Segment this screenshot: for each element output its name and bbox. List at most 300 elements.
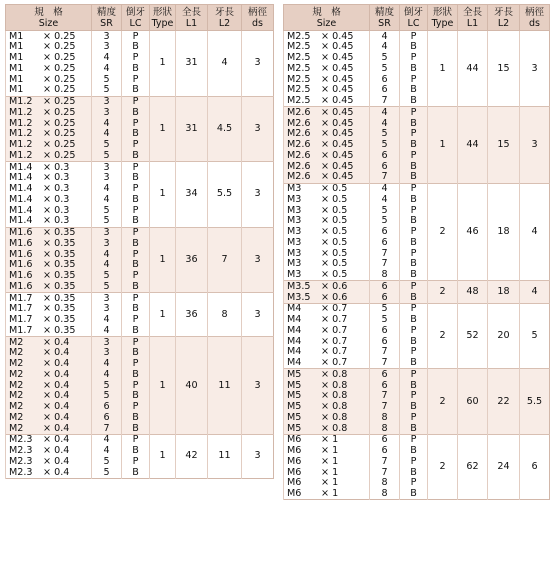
type-cell: 2 (428, 434, 458, 500)
lc-cell: B (400, 194, 428, 205)
size-cell (6, 434, 92, 445)
sr-cell: 5 (370, 205, 400, 216)
lc-cell: B (122, 173, 150, 184)
size-thread: M2 (9, 336, 24, 348)
size-pitch: × 0.45 (321, 139, 354, 151)
sr-cell: 8 (370, 412, 400, 423)
size-pitch: × 0.25 (43, 96, 76, 108)
size-pitch: × 0.3 (43, 161, 70, 173)
type-cell: 2 (428, 281, 458, 304)
sr-cell: 6 (370, 380, 400, 391)
size-thread: M4 (287, 357, 302, 369)
size-pitch: × 1 (321, 445, 339, 457)
lc-cell: B (400, 270, 428, 281)
l1-cell: 36 (176, 227, 208, 293)
ds-cell: 3 (242, 434, 274, 478)
sr-cell: 5 (370, 129, 400, 140)
size-thread: M1.4 (9, 194, 33, 205)
sr-cell: 5 (92, 205, 122, 216)
lc-cell: B (122, 304, 150, 315)
size-pitch: × 0.35 (43, 292, 76, 304)
size-cell (6, 467, 92, 478)
sr-cell: 4 (92, 260, 122, 271)
size-pitch: × 0.25 (43, 41, 76, 53)
size-thread: M1.4 (9, 161, 33, 173)
size-thread: M4 (287, 314, 302, 326)
size-pitch: × 0.35 (43, 281, 76, 292)
header-lc: 倒牙 LC (400, 5, 428, 31)
l1-cell: 52 (458, 303, 488, 369)
left-table-body (6, 31, 274, 479)
lc-cell: B (400, 446, 428, 457)
lc-cell: B (400, 85, 428, 96)
size-thread: M5 (287, 368, 302, 380)
size-pitch: × 0.5 (321, 248, 348, 259)
lc-cell: P (400, 281, 428, 292)
size-pitch: × 0.6 (321, 292, 348, 303)
lc-cell: P (400, 107, 428, 118)
header-l2: 牙長 L2 (488, 5, 520, 31)
l1-cell: 62 (458, 434, 488, 500)
right-table-body (284, 31, 550, 500)
ds-cell: 3 (520, 31, 550, 107)
lc-cell: B (400, 402, 428, 413)
size-cell (284, 140, 370, 151)
lc-cell: B (400, 96, 428, 107)
size-pitch: × 0.25 (43, 118, 76, 129)
size-cell (284, 205, 370, 216)
lc-cell: P (122, 184, 150, 195)
size-pitch: × 0.4 (43, 380, 70, 391)
header-ds: 柄徑 ds (520, 5, 550, 31)
sr-cell: 8 (370, 489, 400, 500)
sr-cell: 6 (370, 336, 400, 347)
type-cell: 1 (150, 227, 176, 293)
lc-cell: P (400, 53, 428, 64)
size-thread: M1.2 (9, 118, 33, 129)
table-row (6, 337, 274, 348)
size-cell (6, 85, 92, 96)
sr-cell: 6 (370, 434, 400, 445)
table-row (284, 31, 550, 42)
size-thread: M2.3 (9, 467, 33, 478)
l2-cell: 20 (488, 303, 520, 369)
size-cell (284, 281, 370, 292)
header-l1: 全長 L1 (458, 5, 488, 31)
header-type: 形狀 Type (428, 5, 458, 31)
table-row (284, 183, 550, 194)
type-cell: 1 (428, 31, 458, 107)
lc-cell: B (400, 467, 428, 478)
ds-cell: 5 (520, 303, 550, 369)
table-row (284, 281, 550, 292)
l2-cell: 11 (208, 434, 242, 478)
size-thread: M1 (9, 30, 24, 42)
size-thread: M3.5 (287, 292, 311, 303)
size-thread: M2 (9, 380, 24, 391)
size-pitch: × 0.8 (321, 412, 348, 423)
lc-cell: B (122, 391, 150, 402)
type-cell: 2 (428, 369, 458, 435)
size-cell (6, 184, 92, 195)
size-thread: M1.6 (9, 259, 33, 271)
lc-cell: B (122, 467, 150, 478)
size-thread: M6 (287, 456, 302, 467)
size-thread: M4 (287, 303, 302, 315)
size-pitch: × 0.35 (43, 314, 76, 326)
size-thread: M3 (287, 258, 302, 270)
size-pitch: × 0.8 (321, 423, 348, 434)
size-pitch: × 1 (321, 434, 339, 446)
size-pitch: × 0.4 (43, 369, 70, 380)
size-thread: M1.4 (9, 205, 33, 216)
size-pitch: × 0.35 (43, 227, 76, 239)
size-pitch: × 0.25 (43, 128, 76, 140)
size-thread: M1 (9, 84, 24, 96)
sr-cell: 5 (92, 271, 122, 282)
size-thread: M2.5 (287, 52, 311, 64)
size-pitch: × 0.5 (321, 183, 348, 195)
header-type: 形狀 Type (150, 5, 176, 31)
size-cell (284, 259, 370, 270)
lc-cell: P (122, 249, 150, 260)
size-pitch: × 0.45 (321, 41, 354, 53)
lc-cell: P (122, 315, 150, 326)
ds-cell: 4 (520, 281, 550, 304)
size-pitch: × 0.45 (321, 171, 354, 183)
sr-cell: 5 (370, 63, 400, 74)
ds-cell: 6 (520, 434, 550, 500)
size-pitch: × 0.4 (43, 412, 70, 423)
sr-cell: 5 (92, 380, 122, 391)
table-row (6, 96, 274, 107)
sr-cell: 6 (370, 85, 400, 96)
sr-cell: 6 (370, 237, 400, 248)
sr-cell: 7 (370, 96, 400, 107)
size-thread: M2.6 (287, 171, 311, 183)
type-cell: 2 (428, 303, 458, 369)
size-pitch: × 0.35 (43, 249, 76, 260)
lc-cell: B (400, 161, 428, 172)
size-thread: M6 (287, 445, 302, 457)
sr-cell: 5 (92, 391, 122, 402)
size-pitch: × 0.5 (321, 194, 348, 205)
size-cell (284, 402, 370, 413)
size-cell (6, 129, 92, 140)
size-pitch: × 0.25 (43, 63, 76, 74)
sr-cell: 5 (370, 315, 400, 326)
size-cell (284, 489, 370, 500)
lc-cell: B (400, 259, 428, 270)
size-pitch: × 0.4 (43, 390, 70, 402)
size-pitch: × 0.3 (43, 205, 70, 216)
ds-cell: 3 (242, 227, 274, 293)
size-cell (6, 53, 92, 64)
size-thread: M2.3 (9, 456, 33, 467)
size-pitch: × 0.8 (321, 380, 348, 391)
size-thread: M1.6 (9, 238, 33, 249)
lc-cell: B (400, 358, 428, 369)
size-thread: M6 (287, 477, 302, 489)
size-cell (6, 304, 92, 315)
l2-cell: 8 (208, 293, 242, 337)
size-thread: M2 (9, 423, 24, 434)
size-thread: M3.5 (287, 280, 311, 292)
size-pitch: × 0.25 (43, 52, 76, 64)
ds-cell: 3 (242, 293, 274, 337)
size-pitch: × 1 (321, 488, 339, 500)
size-thread: M3 (287, 194, 302, 205)
size-thread: M4 (287, 336, 302, 347)
lc-cell: B (122, 412, 150, 423)
sr-cell: 4 (92, 118, 122, 129)
ds-cell: 3 (242, 337, 274, 435)
size-pitch: × 0.25 (43, 30, 76, 42)
size-cell (284, 369, 370, 380)
size-cell (6, 423, 92, 434)
lc-cell: B (400, 172, 428, 183)
size-cell (6, 227, 92, 238)
size-cell (284, 315, 370, 326)
size-cell (284, 380, 370, 391)
size-thread: M2 (9, 347, 24, 359)
size-thread: M1.4 (9, 183, 33, 195)
sr-cell: 3 (92, 107, 122, 118)
l1-cell: 44 (458, 107, 488, 183)
lc-cell: P (122, 96, 150, 107)
lc-cell: B (400, 216, 428, 227)
size-cell (284, 31, 370, 42)
size-thread: M3 (287, 237, 302, 248)
size-pitch: × 0.35 (43, 259, 76, 271)
size-pitch: × 0.35 (43, 238, 76, 249)
sr-cell: 3 (92, 162, 122, 173)
sr-cell: 4 (92, 184, 122, 195)
size-thread: M5 (287, 423, 302, 434)
size-pitch: × 0.7 (321, 336, 348, 347)
lc-cell: P (122, 402, 150, 413)
size-pitch: × 1 (321, 477, 339, 489)
lc-cell: P (122, 293, 150, 304)
lc-cell: B (122, 85, 150, 96)
size-thread: M6 (287, 467, 302, 478)
lc-cell: P (122, 271, 150, 282)
size-cell (284, 150, 370, 161)
lc-cell: P (400, 303, 428, 314)
size-thread: M5 (287, 401, 302, 413)
size-cell (284, 227, 370, 238)
lc-cell: P (400, 325, 428, 336)
sr-cell: 5 (92, 85, 122, 96)
sr-cell: 4 (370, 118, 400, 129)
size-pitch: × 0.3 (43, 194, 70, 205)
size-cell (284, 194, 370, 205)
size-pitch: × 0.25 (43, 107, 76, 118)
size-thread: M2.5 (287, 95, 311, 107)
sr-cell: 5 (370, 140, 400, 151)
lc-cell: B (400, 423, 428, 434)
l2-cell: 7 (208, 227, 242, 293)
sr-cell: 3 (92, 173, 122, 184)
l1-cell: 60 (458, 369, 488, 435)
size-thread: M2.5 (287, 74, 311, 85)
size-thread: M5 (287, 412, 302, 423)
lc-cell: B (122, 446, 150, 457)
size-thread: M1.7 (9, 292, 33, 304)
size-pitch: × 0.3 (43, 172, 70, 184)
lc-cell: P (400, 31, 428, 42)
size-thread: M4 (287, 346, 302, 358)
table-row (284, 369, 550, 380)
size-pitch: × 0.25 (43, 150, 76, 161)
size-pitch: × 0.45 (321, 63, 354, 74)
lc-cell: P (122, 53, 150, 64)
size-pitch: × 0.5 (321, 215, 348, 227)
table-row (6, 227, 274, 238)
ds-cell: 3 (520, 107, 550, 183)
sr-cell: 4 (92, 446, 122, 457)
lc-cell: B (122, 260, 150, 271)
l2-cell: 5.5 (208, 162, 242, 228)
size-thread: M3 (287, 269, 302, 281)
size-thread: M1.2 (9, 139, 33, 151)
sr-cell: 3 (92, 238, 122, 249)
size-pitch: × 1 (321, 467, 339, 478)
size-pitch: × 0.4 (43, 456, 70, 467)
lc-cell: P (400, 205, 428, 216)
sr-cell: 3 (92, 96, 122, 107)
size-cell (284, 216, 370, 227)
l2-cell: 4 (208, 31, 242, 97)
size-thread: M1.7 (9, 325, 33, 336)
size-cell (6, 173, 92, 184)
size-pitch: × 0.35 (43, 325, 76, 336)
left-spec-table (5, 4, 274, 479)
size-thread: M2 (9, 401, 24, 413)
header-sr: 精度 SR (92, 5, 122, 31)
size-pitch: × 0.7 (321, 303, 348, 315)
size-cell (284, 303, 370, 314)
size-pitch: × 0.45 (321, 118, 354, 129)
type-cell: 1 (428, 107, 458, 183)
size-thread: M6 (287, 434, 302, 446)
type-cell: 1 (150, 293, 176, 337)
size-thread: M2.5 (287, 84, 311, 96)
size-thread: M2 (9, 412, 24, 423)
header-lc: 倒牙 LC (122, 5, 150, 31)
lc-cell: P (122, 31, 150, 42)
type-cell: 1 (150, 162, 176, 228)
table-row (6, 293, 274, 304)
size-pitch: × 0.5 (321, 205, 348, 216)
lc-cell: P (400, 248, 428, 259)
lc-cell: P (400, 434, 428, 445)
size-thread: M2.5 (287, 41, 311, 53)
size-thread: M1.6 (9, 249, 33, 260)
sr-cell: 7 (370, 358, 400, 369)
size-thread: M2.6 (287, 128, 311, 140)
size-thread: M3 (287, 215, 302, 227)
sr-cell: 4 (370, 183, 400, 194)
size-cell (6, 238, 92, 249)
size-cell (284, 53, 370, 64)
size-thread: M1.2 (9, 96, 33, 108)
sr-cell: 6 (370, 161, 400, 172)
lc-cell: B (400, 118, 428, 129)
size-thread: M1.2 (9, 150, 33, 161)
size-cell (6, 107, 92, 118)
sr-cell: 4 (92, 194, 122, 205)
size-cell (6, 456, 92, 467)
l1-cell: 48 (458, 281, 488, 304)
size-cell (6, 74, 92, 85)
size-pitch: × 0.7 (321, 325, 348, 336)
size-pitch: × 0.4 (43, 467, 70, 478)
size-cell (284, 347, 370, 358)
size-pitch: × 0.5 (321, 226, 348, 238)
lc-cell: P (122, 162, 150, 173)
size-cell (6, 412, 92, 423)
size-pitch: × 0.4 (43, 336, 70, 348)
size-cell (6, 325, 92, 336)
l2-cell: 4.5 (208, 96, 242, 162)
header-row (6, 5, 274, 31)
type-cell: 1 (150, 434, 176, 478)
size-thread: M2.6 (287, 161, 311, 172)
lc-cell: B (400, 315, 428, 326)
size-cell (284, 172, 370, 183)
size-cell (6, 194, 92, 205)
sr-cell: 6 (370, 74, 400, 85)
sr-cell: 3 (92, 31, 122, 42)
header-size: 規 格 Size (284, 5, 370, 31)
size-pitch: × 0.45 (321, 161, 354, 172)
size-cell (284, 336, 370, 347)
size-pitch: × 0.25 (43, 74, 76, 85)
sr-cell: 3 (92, 304, 122, 315)
lc-cell: P (400, 74, 428, 85)
sr-cell: 5 (370, 303, 400, 314)
size-cell (6, 271, 92, 282)
lc-cell: P (400, 412, 428, 423)
size-thread: M1 (9, 41, 24, 53)
size-cell (284, 237, 370, 248)
size-cell (6, 446, 92, 457)
sr-cell: 4 (92, 434, 122, 445)
size-thread: M1.2 (9, 107, 33, 118)
lc-cell: P (122, 337, 150, 348)
size-thread: M2 (9, 390, 24, 402)
header-row (284, 5, 550, 31)
size-pitch: × 0.3 (43, 215, 70, 227)
table-row (284, 434, 550, 445)
size-pitch: × 0.45 (321, 52, 354, 64)
header-size: 規 格 Size (6, 5, 92, 31)
lc-cell: B (400, 380, 428, 391)
size-thread: M4 (287, 325, 302, 336)
size-pitch: × 0.45 (321, 95, 354, 107)
sr-cell: 4 (92, 249, 122, 260)
type-cell: 1 (150, 31, 176, 97)
size-cell (284, 292, 370, 303)
table-row (6, 31, 274, 42)
sr-cell: 4 (92, 325, 122, 336)
sr-cell: 6 (370, 446, 400, 457)
l1-cell: 31 (176, 96, 208, 162)
size-cell (6, 118, 92, 129)
sr-cell: 6 (370, 369, 400, 380)
size-thread: M1.6 (9, 281, 33, 292)
